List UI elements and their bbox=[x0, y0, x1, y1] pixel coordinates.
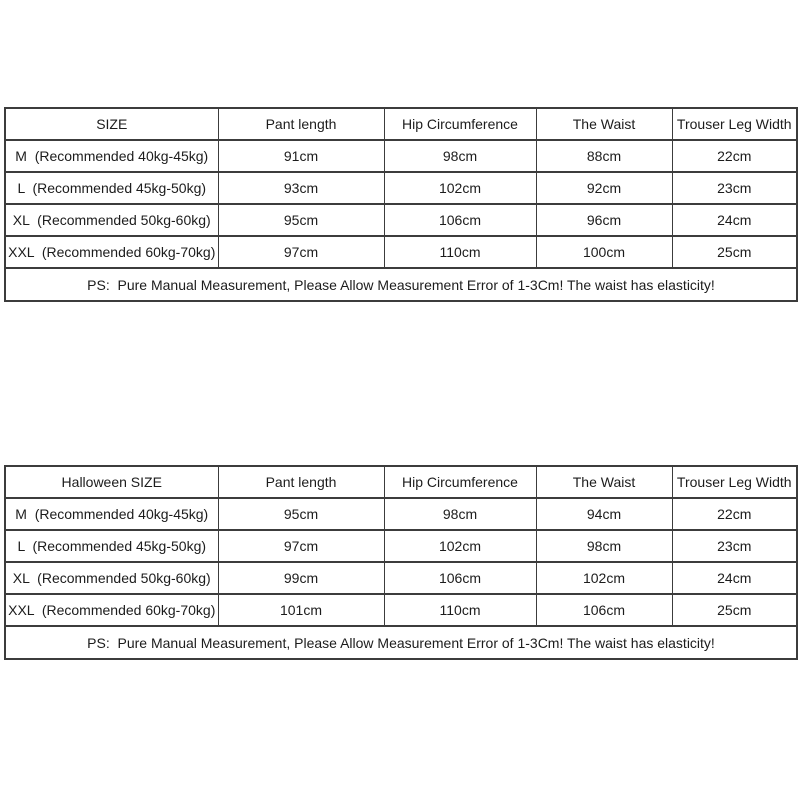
hip-circumference-value: 110cm bbox=[384, 594, 536, 626]
hip-circumference-value: 102cm bbox=[384, 530, 536, 562]
pant-length-value: 101cm bbox=[218, 594, 384, 626]
hip-circumference-value: 106cm bbox=[384, 562, 536, 594]
waist-value: 88cm bbox=[536, 140, 672, 172]
size-label: M (Recommended 40kg-45kg) bbox=[5, 140, 218, 172]
size-chart-regular-table bbox=[4, 107, 798, 302]
table-row-xxl bbox=[5, 594, 797, 626]
pant-length-value: 95cm bbox=[218, 204, 384, 236]
table-row-l bbox=[5, 530, 797, 562]
waist-value: 102cm bbox=[536, 562, 672, 594]
trouser-leg-width-value: 22cm bbox=[672, 140, 797, 172]
pant-length-value: 93cm bbox=[218, 172, 384, 204]
hip-circumference-value: 102cm bbox=[384, 172, 536, 204]
table-row-xl bbox=[5, 562, 797, 594]
waist-value: 100cm bbox=[536, 236, 672, 268]
size-label: L (Recommended 45kg-50kg) bbox=[5, 530, 218, 562]
hip-circumference-value: 98cm bbox=[384, 140, 536, 172]
waist-value: 94cm bbox=[536, 498, 672, 530]
waist-value: 96cm bbox=[536, 204, 672, 236]
trouser-leg-width-value: 25cm bbox=[672, 236, 797, 268]
header-row bbox=[5, 466, 797, 498]
trouser-leg-width-value: 24cm bbox=[672, 562, 797, 594]
pant-length-value: 99cm bbox=[218, 562, 384, 594]
trouser-leg-width-value: 25cm bbox=[672, 594, 797, 626]
table-row-xxl bbox=[5, 236, 797, 268]
column-header-size: SIZE bbox=[5, 108, 218, 140]
size-chart-regular bbox=[4, 107, 797, 302]
hip-circumference-value: 98cm bbox=[384, 498, 536, 530]
column-header-trouser-leg-width: Trouser Leg Width bbox=[672, 466, 797, 498]
hip-circumference-value: 106cm bbox=[384, 204, 536, 236]
pant-length-value: 95cm bbox=[218, 498, 384, 530]
size-label: XL (Recommended 50kg-60kg) bbox=[5, 562, 218, 594]
trouser-leg-width-value: 23cm bbox=[672, 530, 797, 562]
column-header-hip-circumference: Hip Circumference bbox=[384, 108, 536, 140]
column-header-the-waist: The Waist bbox=[536, 108, 672, 140]
note-row bbox=[5, 268, 797, 301]
column-header-pant-length: Pant length bbox=[218, 466, 384, 498]
size-label: XXL (Recommended 60kg-70kg) bbox=[5, 594, 218, 626]
table-row-m bbox=[5, 140, 797, 172]
waist-value: 92cm bbox=[536, 172, 672, 204]
pant-length-value: 91cm bbox=[218, 140, 384, 172]
size-label: L (Recommended 45kg-50kg) bbox=[5, 172, 218, 204]
measurement-note: PS: Pure Manual Measurement, Please Allow Measurement Error of 1-3Cm! The waist has elasticity! bbox=[5, 268, 797, 301]
measurement-note: PS: Pure Manual Measurement, Please Allow Measurement Error of 1-3Cm! The waist has elasticity! bbox=[5, 626, 797, 659]
header-row bbox=[5, 108, 797, 140]
trouser-leg-width-value: 22cm bbox=[672, 498, 797, 530]
waist-value: 106cm bbox=[536, 594, 672, 626]
size-label: XL (Recommended 50kg-60kg) bbox=[5, 204, 218, 236]
pant-length-value: 97cm bbox=[218, 530, 384, 562]
size-label: XXL (Recommended 60kg-70kg) bbox=[5, 236, 218, 268]
pant-length-value: 97cm bbox=[218, 236, 384, 268]
size-chart-halloween-table bbox=[4, 465, 798, 660]
table-row-m bbox=[5, 498, 797, 530]
column-header-halloween-size: Halloween SIZE bbox=[5, 466, 218, 498]
waist-value: 98cm bbox=[536, 530, 672, 562]
note-row bbox=[5, 626, 797, 659]
trouser-leg-width-value: 23cm bbox=[672, 172, 797, 204]
size-chart-halloween bbox=[4, 465, 797, 660]
table-row-xl bbox=[5, 204, 797, 236]
trouser-leg-width-value: 24cm bbox=[672, 204, 797, 236]
column-header-hip-circumference: Hip Circumference bbox=[384, 466, 536, 498]
column-header-pant-length: Pant length bbox=[218, 108, 384, 140]
hip-circumference-value: 110cm bbox=[384, 236, 536, 268]
column-header-the-waist: The Waist bbox=[536, 466, 672, 498]
size-label: M (Recommended 40kg-45kg) bbox=[5, 498, 218, 530]
table-row-l bbox=[5, 172, 797, 204]
column-header-trouser-leg-width: Trouser Leg Width bbox=[672, 108, 797, 140]
